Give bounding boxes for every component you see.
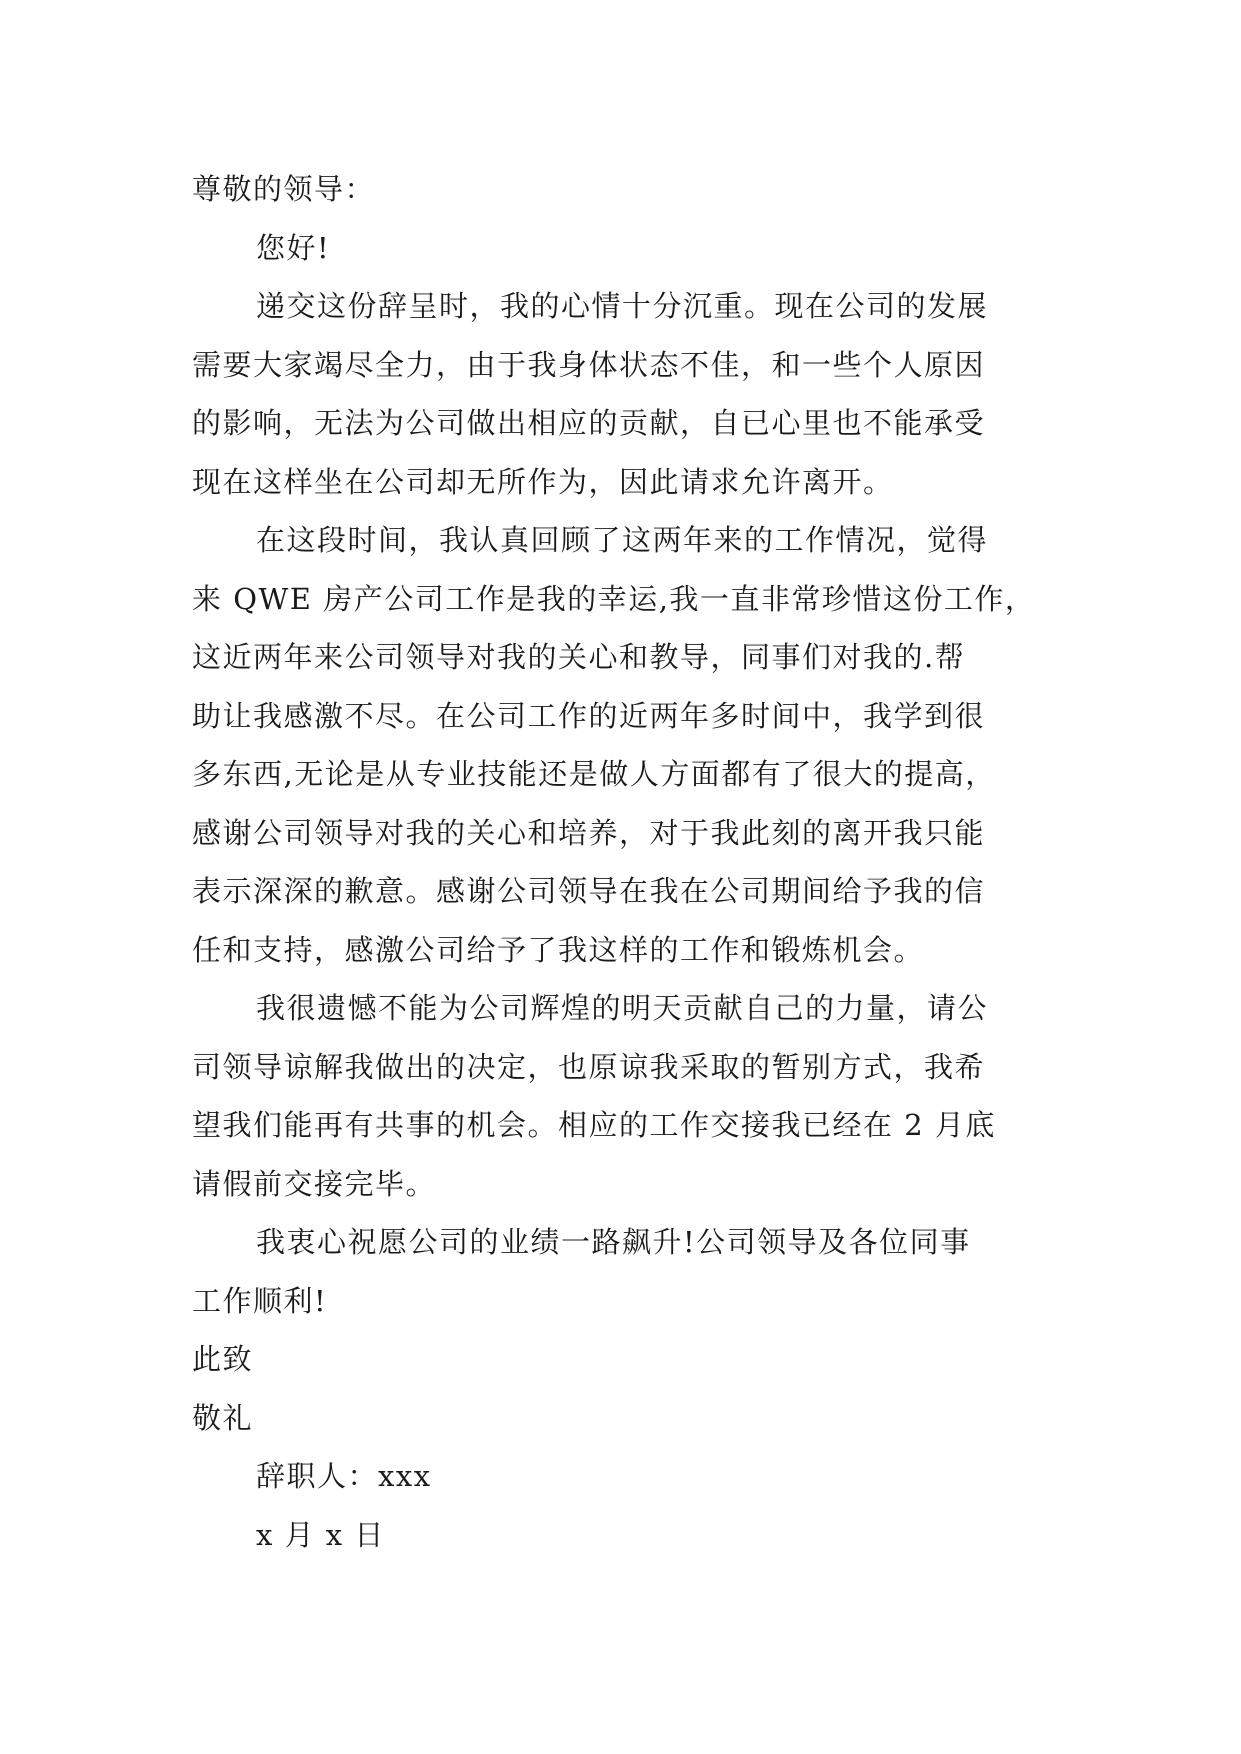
closing-salute: 敬礼: [192, 1400, 254, 1435]
paragraph-line: 我衷心祝愿公司的业绩一路飙升!公司领导及各位同事: [256, 1225, 971, 1259]
closing-regards: 此致: [192, 1342, 254, 1376]
signature: 辞职人：xxx: [256, 1459, 432, 1493]
paragraph-line: 我很遗憾不能为公司辉煌的明天贡献自己的力量，请公: [256, 991, 989, 1025]
paragraph-line: 司领导谅解我做出的决定，也原谅我采取的暂别方式，我希: [192, 1049, 986, 1084]
paragraph-line: 请假前交接完毕。: [192, 1166, 437, 1201]
resignation-letter: [192, 160, 1052, 1564]
greeting: 您好!: [256, 230, 331, 265]
paragraph-3: [192, 979, 1052, 1213]
paragraph-2: [192, 511, 1052, 979]
paragraph-4: [192, 1213, 1052, 1330]
paragraph-line: 任和支持，感激公司给予了我这样的工作和锻炼机会。: [192, 932, 925, 967]
paragraph-line: 来 QWE 房产公司工作是我的幸运,我一直非常珍惜这份工作，: [192, 581, 1036, 616]
paragraph-line: 的影响，无法为公司做出相应的贡献，自已心里也不能承受: [192, 406, 986, 440]
paragraph-line: 这近两年来公司领导对我的关心和教导，同事们对我的.帮: [192, 640, 966, 674]
paragraph-line: 表示深深的歉意。感谢公司领导在我在公司期间给予我的信: [192, 874, 986, 908]
paragraph-line: 助让我感激不尽。在公司工作的近两年多时间中，我学到很: [192, 698, 986, 733]
paragraph-line: 感谢公司领导对我的关心和培养，对于我此刻的离开我只能: [192, 815, 986, 850]
paragraph-line: 多东西,无论是从专业技能还是做人方面都有了很大的提高，: [192, 757, 996, 791]
paragraph-line: 递交这份辞呈时，我的心情十分沉重。现在公司的发展: [256, 289, 989, 323]
paragraph-line: 需要大家竭尽全力，由于我身体状态不佳，和一些个人原因: [192, 347, 986, 382]
paragraph-line: 现在这样坐在公司却无所作为，因此请求允许离开。: [192, 464, 894, 499]
paragraph-line: 在这段时间，我认真回顾了这两年来的工作情况，觉得: [256, 523, 989, 557]
date: x 月 x 日: [256, 1517, 385, 1552]
paragraph-line: 望我们能再有共事的机会。相应的工作交接我已经在 2 月底: [192, 1108, 996, 1142]
salutation: 尊敬的领导：: [192, 172, 376, 206]
paragraph-line: 工作顺利!: [192, 1283, 328, 1318]
paragraph-1: [192, 277, 1052, 511]
